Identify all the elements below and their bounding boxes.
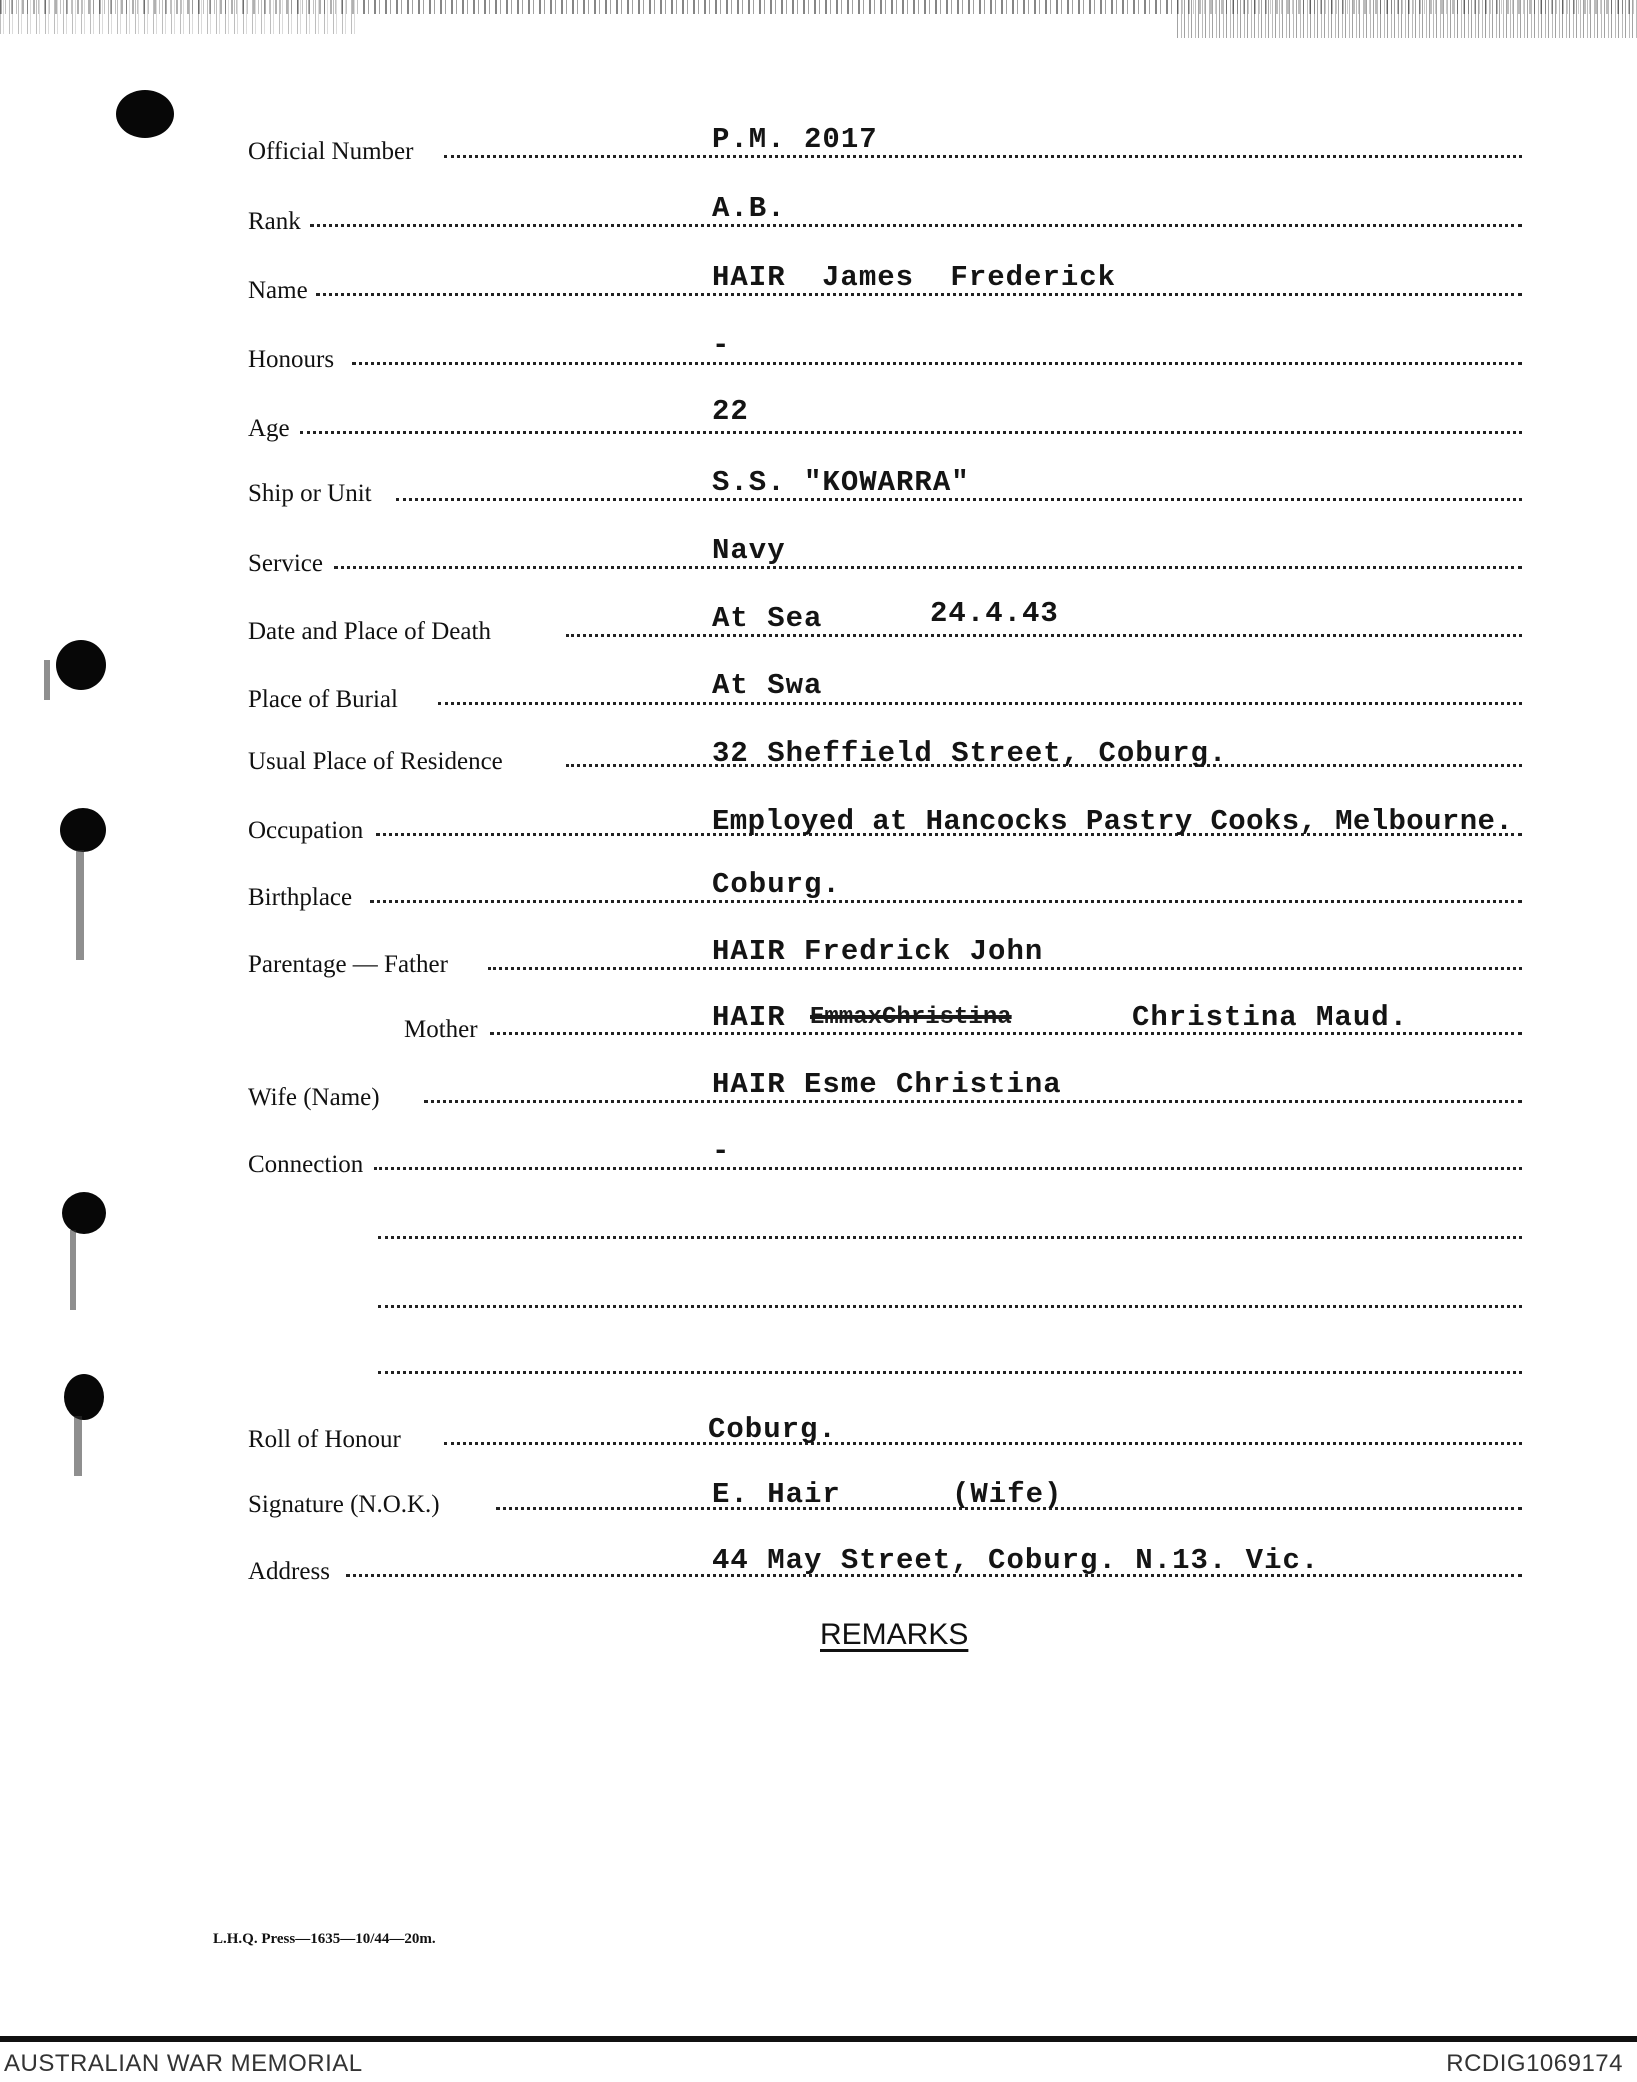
- dotted-line: [334, 566, 1522, 569]
- punch-hole: [56, 640, 106, 690]
- scan-streak: [44, 660, 50, 700]
- name-value: HAIR James Frederick: [712, 261, 1117, 294]
- press-mark: L.H.Q. Press—1635—10/44—20m.: [213, 1931, 436, 1947]
- mother-value-struck: EmmaxChristina: [810, 1004, 1012, 1031]
- signature-value: E. Hair: [712, 1478, 841, 1511]
- dotted-line: [374, 1167, 1522, 1170]
- death-place-value: At Sea: [712, 602, 823, 635]
- service-value: Navy: [712, 534, 786, 567]
- dotted-line: [378, 1236, 1522, 1239]
- roll-of-honour-label: Roll of Honour: [248, 1426, 401, 1453]
- ship-or-unit-value: S.S. "KOWARRA": [712, 466, 970, 499]
- dotted-line: [370, 900, 1522, 903]
- connection-label: Connection: [248, 1151, 364, 1178]
- dotted-line: [444, 155, 1522, 158]
- footer-archive-name: AUSTRALIAN WAR MEMORIAL: [4, 2050, 363, 2077]
- dotted-line: [378, 1305, 1522, 1308]
- date-place-death-label: Date and Place of Death: [248, 618, 491, 645]
- signature-label: Signature (N.O.K.): [248, 1491, 440, 1518]
- occupation-value: Employed at Hancocks Pastry Cooks, Melbourne.: [712, 805, 1514, 838]
- scan-edge-noise-left: [0, 0, 360, 34]
- mother-value: Christina Maud.: [1132, 1001, 1409, 1034]
- service-label: Service: [248, 550, 323, 577]
- mother-value-prefix: HAIR: [712, 1001, 786, 1034]
- connection-value: -: [712, 1135, 731, 1168]
- rank-label: Rank: [248, 208, 301, 235]
- rank-value: A.B.: [712, 192, 786, 225]
- dotted-line: [310, 224, 1522, 227]
- roll-of-honour-value: Coburg.: [708, 1413, 837, 1446]
- usual-residence-value: 32 Sheffield Street, Coburg.: [712, 737, 1228, 770]
- occupation-label: Occupation: [248, 817, 364, 844]
- scan-streak: [76, 850, 84, 960]
- honours-label: Honours: [248, 346, 335, 373]
- scan-streak: [74, 1416, 82, 1476]
- scan-streak: [70, 1230, 76, 1310]
- scan-edge-noise-right: [1177, 0, 1637, 38]
- address-label: Address: [248, 1558, 330, 1585]
- wife-value: HAIR Esme Christina: [712, 1068, 1062, 1101]
- punch-hole: [62, 1192, 106, 1234]
- dotted-line: [378, 1371, 1522, 1374]
- official-number-value: P.M. 2017: [712, 123, 878, 156]
- punch-hole: [60, 808, 106, 852]
- place-of-burial-value: At Swa: [712, 669, 823, 702]
- wife-label: Wife (Name): [248, 1084, 380, 1111]
- signature-relation: (Wife): [952, 1478, 1063, 1511]
- punch-hole: [64, 1374, 104, 1420]
- punch-hole: [116, 90, 174, 138]
- age-label: Age: [248, 415, 290, 442]
- father-value: HAIR Fredrick John: [712, 935, 1044, 968]
- dotted-line: [438, 702, 1522, 705]
- age-value: 22: [712, 395, 749, 428]
- bottom-rule: [0, 2036, 1637, 2042]
- father-label: Parentage — Father: [248, 951, 448, 978]
- death-date-value: 24.4.43: [930, 597, 1059, 630]
- dotted-line: [352, 362, 1522, 365]
- usual-residence-label: Usual Place of Residence: [248, 748, 503, 775]
- address-value: 44 May Street, Coburg. N.13. Vic.: [712, 1544, 1320, 1577]
- footer-record-id: RCDIG1069174: [1446, 2050, 1623, 2077]
- ship-or-unit-label: Ship or Unit: [248, 480, 372, 507]
- name-label: Name: [248, 277, 308, 304]
- dotted-line: [300, 431, 1522, 434]
- mother-label: Mother: [404, 1016, 478, 1043]
- birthplace-label: Birthplace: [248, 884, 353, 911]
- dotted-line: [566, 634, 1522, 637]
- place-of-burial-label: Place of Burial: [248, 686, 398, 713]
- dotted-line: [444, 1442, 1522, 1445]
- official-number-label: Official Number: [248, 138, 414, 165]
- birthplace-value: Coburg.: [712, 868, 841, 901]
- remarks-heading: REMARKS: [820, 1618, 969, 1651]
- honours-value: -: [712, 329, 731, 362]
